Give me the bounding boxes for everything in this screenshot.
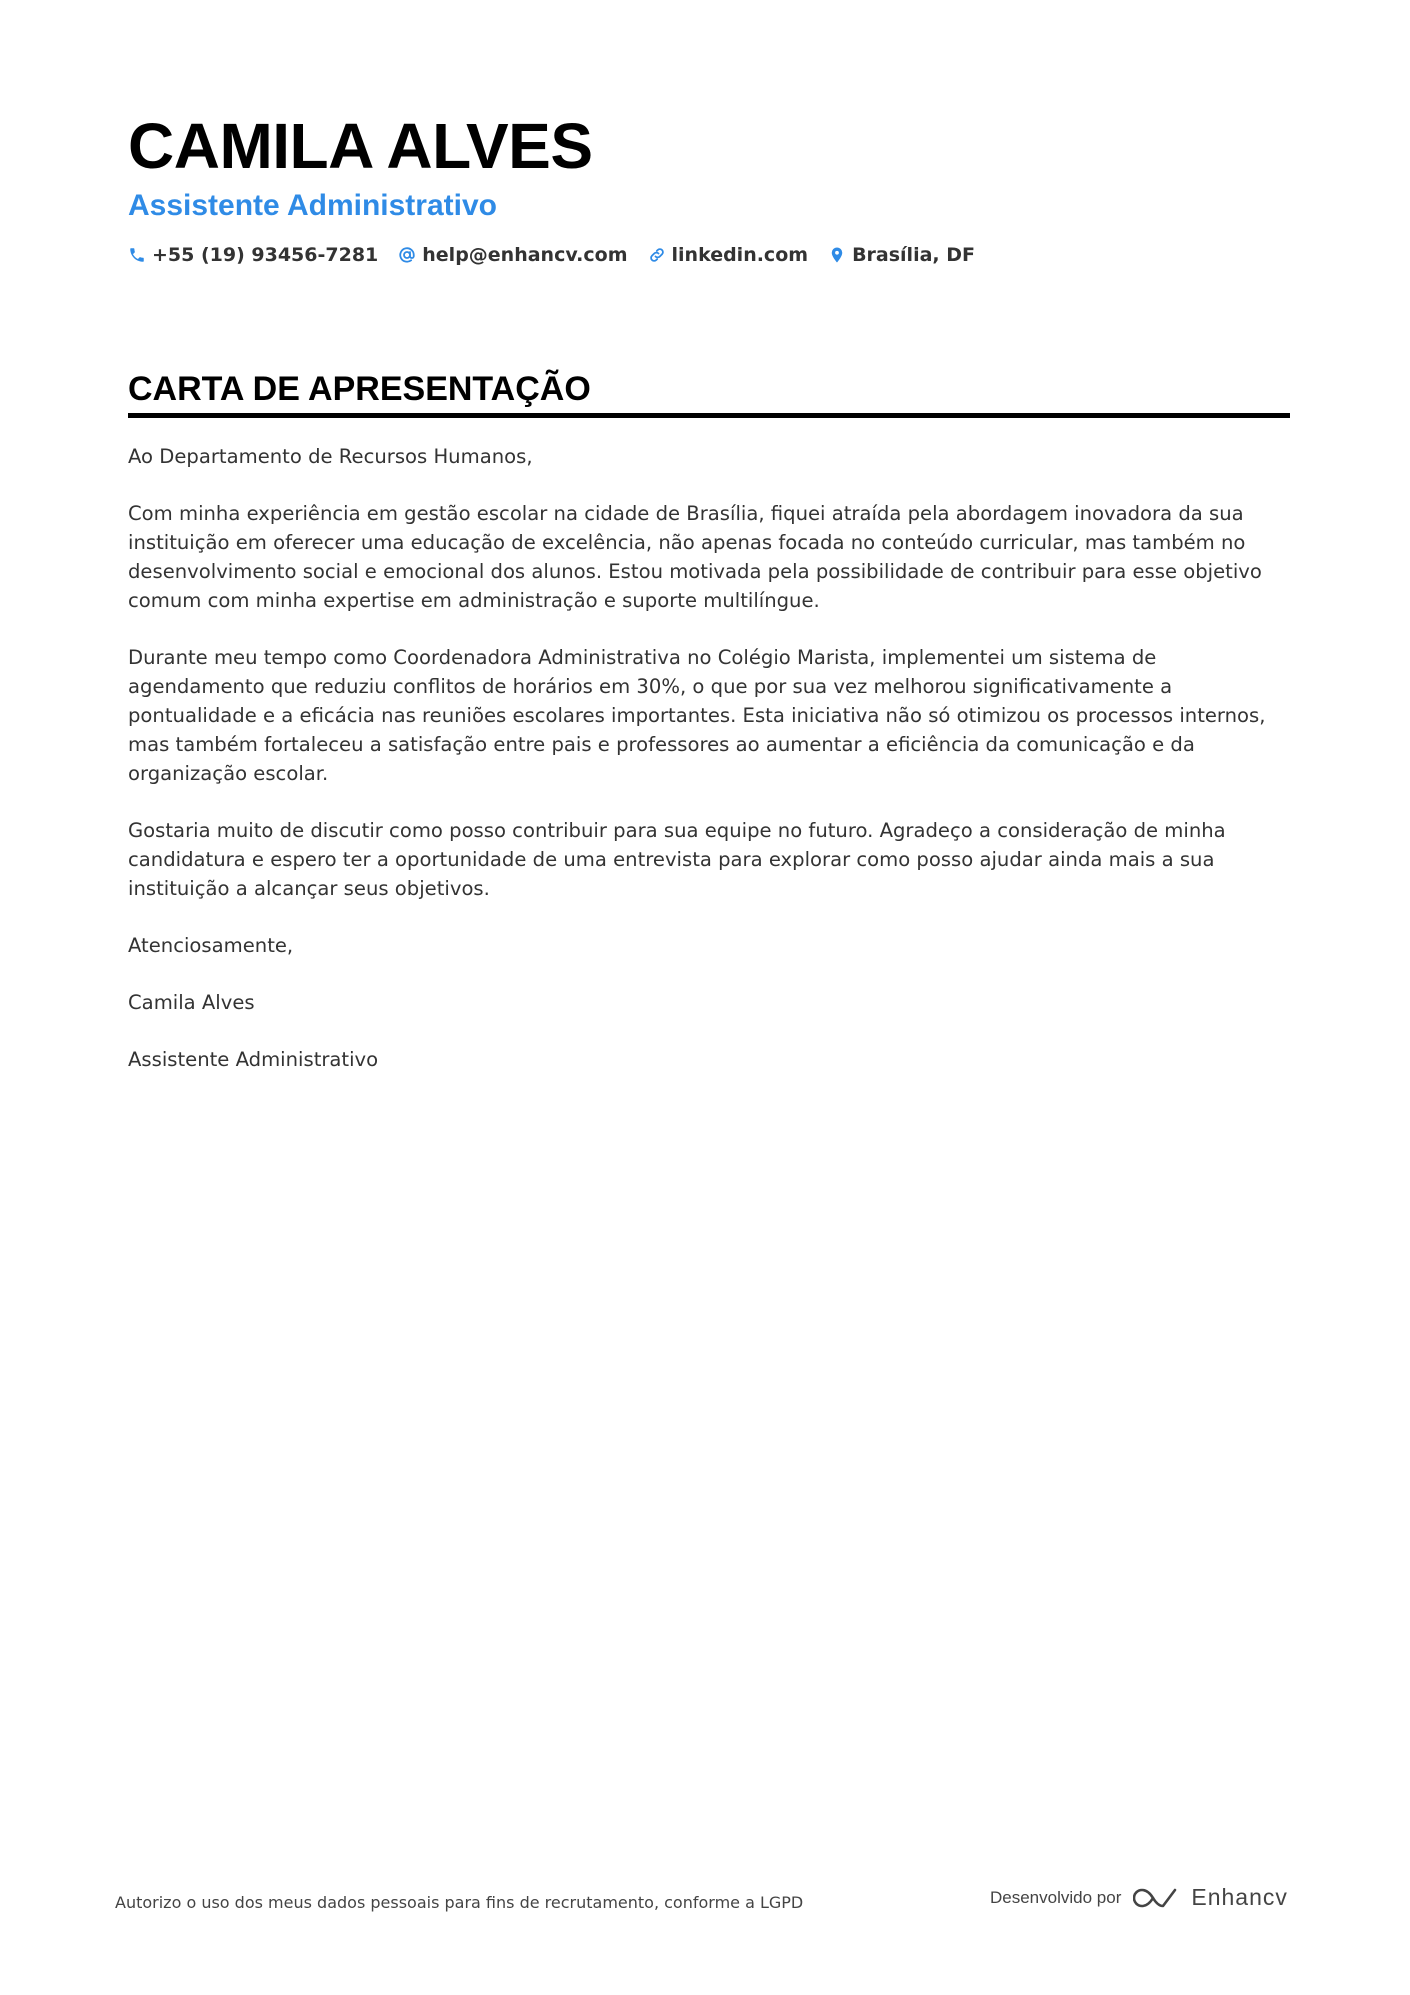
candidate-name: CAMILA ALVES <box>128 110 593 182</box>
letter-signature-title: Assistente Administrativo <box>128 1048 379 1071</box>
header <box>128 108 1288 266</box>
contact-linkedin <box>648 244 809 266</box>
at-icon <box>398 246 416 264</box>
enhancv-logo-icon <box>1133 1885 1181 1911</box>
contact-bar <box>128 244 1288 266</box>
letter-paragraph: Gostaria muito de discutir como posso contribuir para sua equipe no futuro. Agradeço a consideração de minha candidatura e espero ter a oportunidade de uma entrevista para explorar como posso ajudar ainda mais a sua instituição a alcançar seus objetivos. <box>128 819 1226 900</box>
contact-phone <box>128 244 378 266</box>
email-address[interactable]: help@enhancv.com <box>422 244 628 266</box>
link-icon <box>648 246 666 264</box>
section-title: CARTA DE APRESENTAÇÃO <box>128 370 591 408</box>
brand-name: Enhancv <box>1191 1884 1288 1910</box>
powered-by-label: Desenvolvido por <box>990 1887 1122 1907</box>
lgpd-consent-note: Autorizo o uso dos meus dados pessoais para fins de recrutamento, conforme a LGPD <box>115 1893 804 1912</box>
powered-by <box>990 1884 1288 1911</box>
phone-icon <box>128 246 146 264</box>
phone-number[interactable]: +55 (19) 93456-7281 <box>152 244 379 266</box>
letter-closing: Atenciosamente, <box>128 934 294 957</box>
location-text: Brasília, DF <box>852 244 975 266</box>
location-pin-icon <box>828 246 846 264</box>
cover-letter-section <box>128 365 1290 1102</box>
job-title: Assistente Administrativo <box>128 189 497 222</box>
contact-location <box>828 244 975 266</box>
enhancv-logo[interactable] <box>1133 1884 1288 1911</box>
letter-signature-name: Camila Alves <box>128 991 255 1014</box>
linkedin-link[interactable]: linkedin.com <box>671 244 809 266</box>
letter-body <box>128 442 1290 1074</box>
letter-paragraph: Durante meu tempo como Coordenadora Administrativa no Colégio Marista, implementei um sistema de agendamento que reduziu conflitos de horários em 30%, o que por sua vez melhorou significativamente a pontualidade e a eficácia nas reuniões escolares importantes. Esta iniciativa não só otimizou os processos internos, mas também fortaleceu a satisfação entre pais e professores ao aumentar a eficiência da comunicação e da organização escolar. <box>128 646 1266 785</box>
letter-salutation: Ao Departamento de Recursos Humanos, <box>128 445 533 468</box>
letter-paragraph: Com minha experiência em gestão escolar na cidade de Brasília, fiquei atraída pela abordagem inovadora da sua instituição em oferecer uma educação de excelência, não apenas focada no conteúdo curricular, mas também no desenvolvimento social e emocional dos alunos. Estou motivada pela possibilidade de contribuir para esse objetivo comum com minha expertise em administração e suporte multilíngue. <box>128 502 1262 612</box>
section-divider <box>128 413 1290 418</box>
contact-email <box>398 244 627 266</box>
